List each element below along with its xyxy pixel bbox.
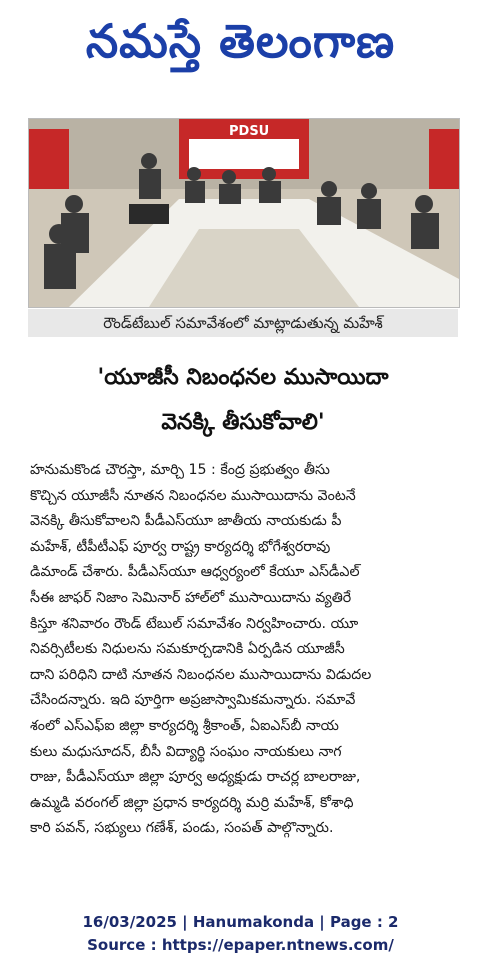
newspaper-masthead bbox=[0, 6, 481, 76]
headline-line-2: వెనక్కి తీసుకోవాలి' bbox=[161, 410, 325, 435]
photo-caption: రౌండ్‌టేబుల్ సమావేశంలో మాట్లాడుతున్న మహేశ్ bbox=[28, 309, 458, 337]
article-body bbox=[30, 458, 458, 842]
article-line: డిమాండ్ చేశారు. పీడీఎస్‌యూ ఆధ్వర్యంలో కేయూ ఎస్‌డీఎల్ bbox=[30, 564, 360, 581]
news-photo bbox=[28, 118, 460, 308]
article-line: కొచ్చిన యూజీసీ నూతన నిబంధనల ముసాయిదాను వెంటనే bbox=[30, 487, 356, 504]
masthead-title: నమస్తే తెలంగాణ bbox=[85, 14, 396, 68]
article-line: మహేశ్, టీపీటీఎఫ్ పూర్వ రాష్ట్ర కార్యదర్శి భోగేశ్వరరావు bbox=[30, 538, 331, 555]
article-line: హనుమకొండ చౌరస్తా, మార్చి 15 : కేంద్ర ప్రభుత్వం తీసు bbox=[30, 462, 330, 478]
article-line: చేసిందన్నారు. ఇది పూర్తిగా అప్రజాస్వామికమన్నారు. సమావే bbox=[30, 692, 356, 709]
footer-date-page: 16/03/2025 | Hanumakonda | Page : 2 bbox=[82, 913, 399, 931]
article-line: కులు మధుసూదన్, బీసీ విద్యార్థి సంఘం నాయకులు నాగ bbox=[30, 743, 342, 760]
article-line: కారి పవన్, సభ్యులు గణేశ్, పండు, సంపత్ పాల్గొన్నారు. bbox=[30, 820, 334, 837]
meeting-photo bbox=[29, 119, 459, 307]
article-line: కిస్తూ శనివారం రౌండ్ టేబుల్ సమావేశం నిర్వహించారు. యూ bbox=[30, 615, 359, 632]
article-line: వెనక్కి తీసుకోవాలని పీడీఎస్‌యూ జాతీయ నాయకుడు పీ bbox=[30, 513, 342, 530]
article-line: దాని పరిధిని దాటి నూతన నిబంధనల ముసాయిదాను విడుదల bbox=[30, 666, 372, 683]
article-line: రాజు, పీడీఎస్‌యూ జిల్లా పూర్వ అధ్యక్షుడు రాచర్ల బాలరాజు, bbox=[30, 769, 361, 786]
banner-text: PDSU bbox=[229, 124, 270, 139]
article-line: సీఈ జాఫర్ నిజాం సెమినార్ హాల్‌లో ముసాయిదాను వ్యతిరే bbox=[30, 589, 352, 606]
headline-line-1: 'యూజీసీ నిబంధనల ముసాయిదా bbox=[97, 365, 389, 390]
article-line: శంలో ఎస్‌ఎఫ్‌ఐ జిల్లా కార్యదర్శి శ్రీకాంత్, ఏఐఎస్‌బీ నాయ bbox=[30, 717, 339, 734]
footer-source: Source : https://epaper.ntnews.com/ bbox=[87, 936, 394, 954]
article-line: ఉమ్మడి వరంగల్ జిల్లా ప్రధాన కార్యదర్శి మర్రి మహేశ్, కోశాధి bbox=[30, 794, 354, 811]
article-line: నివర్సిటీలకు నిధులను సమకూర్చడానికి ఏర్పడిన యూజీసీ bbox=[30, 641, 345, 658]
